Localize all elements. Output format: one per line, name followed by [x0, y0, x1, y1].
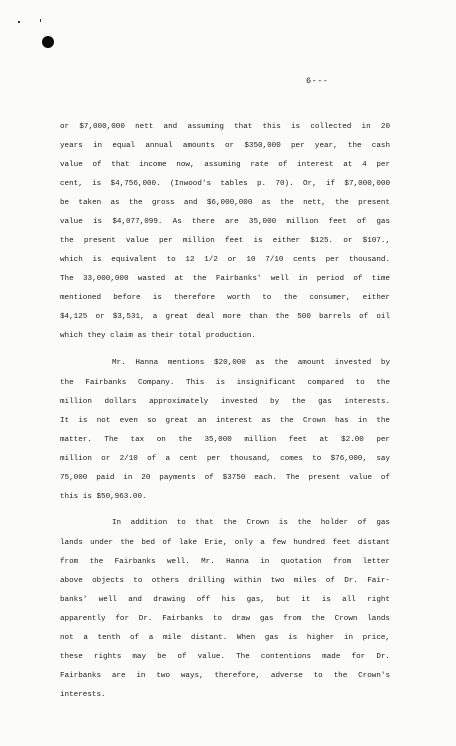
text-line: The 33,000,000 wasted at the Fairbanks' well in period of time: [60, 275, 390, 283]
text-line: not a tenth of a mile distant. When gas is higher in price,: [60, 634, 390, 642]
text-line: cent, is $4,756,000. (Inwood's tables p. 70). Or, if $7,000,000: [60, 180, 390, 188]
text-line: In addition to that the Crown is the holder of gas: [112, 519, 390, 527]
text-line: value is $4,077,099. As there are 35,000 million feet of gas: [60, 218, 390, 226]
page-number: 6---: [306, 76, 329, 86]
text-line: the Fairbanks Company. This is insignificant compared to the: [60, 379, 390, 387]
text-line: interests.: [60, 691, 106, 699]
text-line: 75,000 paid in 20 payments of $3750 each. The present value of: [60, 474, 390, 482]
text-line: banks' well and drawing off his gas, but it is all right: [60, 596, 390, 604]
punch-hole: [42, 36, 54, 48]
text-line: which is equivalent to 12 1/2 or 10 7/10 cents per thousand.: [60, 256, 390, 264]
text-line: value of that income now, assuming rate of interest at 4 per: [60, 161, 390, 169]
text-line: the present value per million feet is either $125. or $107.,: [60, 237, 390, 245]
text-line: this is $50,963.00.: [60, 493, 147, 501]
text-line: matter. The tax on the 35,000 million feet at $2.00 per: [60, 436, 390, 444]
text-line: Mr. Hanna mentions $20,000 as the amount invested by: [112, 359, 390, 367]
text-line: Fairbanks are in two ways, therefore, adverse to the Crown's: [60, 672, 390, 680]
text-line: from the Fairbanks well. Mr. Hanna in quotation from letter: [60, 558, 390, 566]
text-line: years in equal annual amounts or $350,000 per year, the cash: [60, 142, 390, 150]
text-line: million dollars approximately invested by the gas interests.: [60, 398, 390, 406]
text-line: $4,125 or $3,531, a great deal more than the 500 barrels of oil: [60, 313, 390, 321]
text-line: It is not even so great an interest as the Crown has in the: [60, 417, 390, 425]
text-line: above objects to others drilling within two miles of Dr. Fair-: [60, 577, 390, 585]
text-line: million or 2/10 of a cent per thousand, comes to $76,000, say: [60, 455, 390, 463]
scan-mark: [40, 19, 41, 22]
scan-mark: [18, 21, 20, 23]
text-line: which they claim as their total production.: [60, 332, 256, 340]
text-line: mentioned before is therefore worth to the consumer, either: [60, 294, 390, 302]
text-line: lands under the bed of lake Erie, only a few hundred feet distant: [60, 539, 390, 547]
text-line: be taken as the gross and $6,000,000 as the nett, the present: [60, 199, 390, 207]
text-line: these rights may be of value. The contentions made for Dr.: [60, 653, 390, 661]
text-line: or $7,000,000 nett and assuming that this is collected in 20: [60, 123, 390, 131]
text-line: apparently for Dr. Fairbanks to draw gas from the Crown lands: [60, 615, 390, 623]
